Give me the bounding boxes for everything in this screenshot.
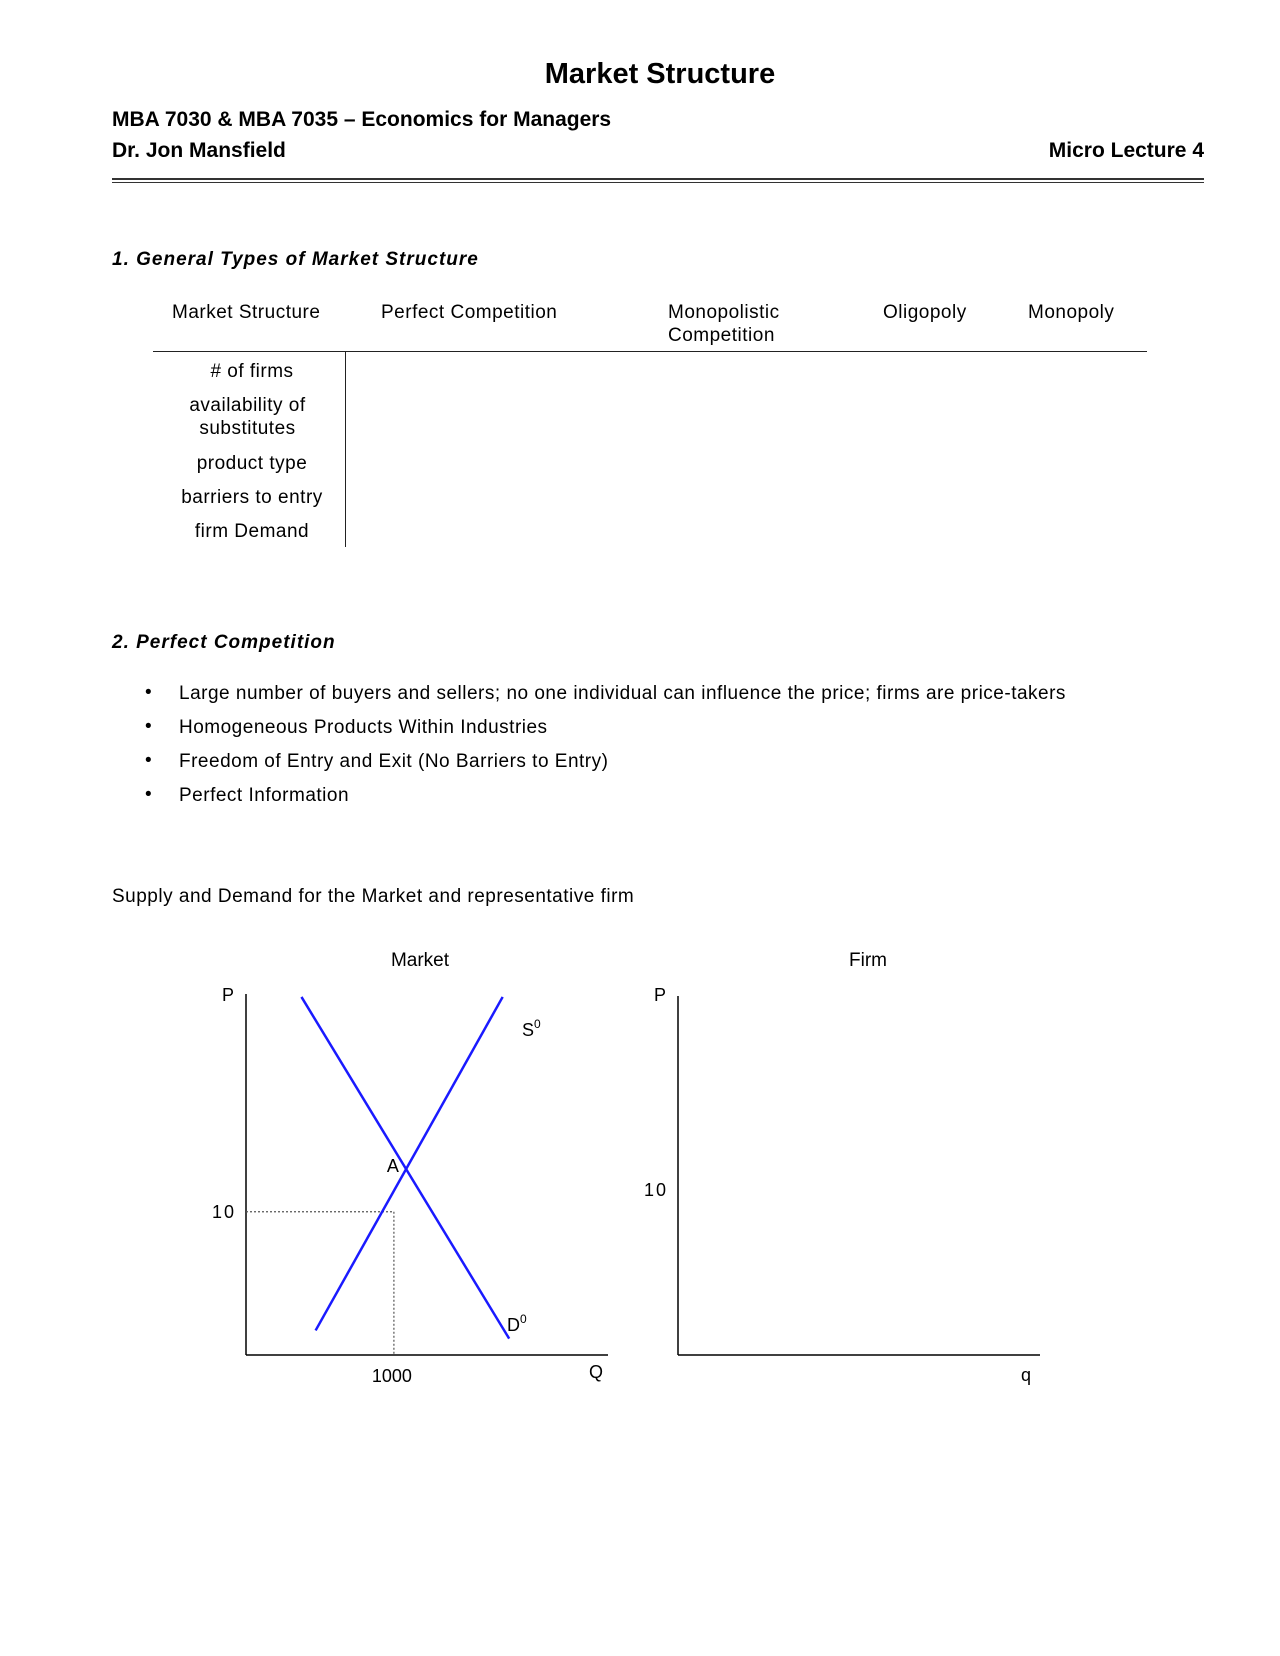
table-header-monopolistic-competition: Monopolistic Competition: [668, 302, 780, 346]
table-row-label-product-type: product type: [196, 453, 308, 474]
bullet-marker: •: [145, 784, 152, 805]
market-chart-title: Market: [390, 950, 450, 971]
bullet-marker: •: [145, 750, 152, 771]
supply-curve-label: $S^0$: [522, 1017, 541, 1040]
firm-chart: [644, 950, 1040, 1385]
figure-caption: Supply and Demand for the Market and representative firm: [112, 886, 635, 907]
table-header-oligopoly: Oligopoly: [883, 302, 967, 323]
market-y-axis-label: P: [221, 985, 235, 1005]
table-row-label-substitutes: availability of substitutes: [189, 395, 306, 439]
page-title: Market Structure: [544, 58, 776, 90]
table-row-label-barriers: barriers to entry: [181, 487, 323, 508]
section1-heading: 1. General Types of Market Structure: [112, 249, 479, 270]
market-y-tick-label: 10: [211, 1201, 237, 1222]
table-header-monopoly: Monopoly: [1028, 302, 1115, 323]
firm-y-tick-label: 10: [643, 1180, 669, 1200]
firm-x-axis-label: q: [1020, 1365, 1032, 1385]
firm-y-axis-label: P: [653, 985, 667, 1005]
bullet-item: Large number of buyers and sellers; no one individual can influence the price; firms are price-takers: [179, 683, 1066, 704]
bullet-item: Freedom of Entry and Exit (No Barriers to Entry): [179, 751, 609, 772]
course-title: MBA 7030 & MBA 7035 – Economics for Managers: [112, 108, 612, 131]
table-row-label-firm-demand: firm Demand: [194, 521, 310, 542]
section2-heading: 2. Perfect Competition: [112, 632, 336, 653]
equilibrium-point-label: A: [386, 1155, 399, 1176]
bullet-item: Homogeneous Products Within Industries: [179, 717, 548, 738]
firm-chart-title: Firm: [849, 950, 887, 971]
lecture-number: Micro Lecture 4: [1048, 139, 1204, 162]
demand-curve: [301, 997, 509, 1339]
instructor-name: Dr. Jon Mansfield: [112, 139, 286, 162]
bullet-marker: •: [145, 716, 152, 737]
table-header-market-structure: Market Structure: [172, 302, 321, 323]
demand-curve-label: $D^0$: [507, 1312, 527, 1335]
table-row-label-num-firms: # of firms: [210, 361, 294, 382]
market-x-tick-label: 1000: [371, 1366, 412, 1386]
bullet-item: Perfect Information: [179, 785, 350, 806]
market-chart: [212, 950, 608, 1386]
table-header-perfect-competition: Perfect Competition: [381, 302, 558, 323]
bullet-marker: •: [145, 682, 152, 703]
market-x-axis-label: Q: [588, 1362, 604, 1382]
